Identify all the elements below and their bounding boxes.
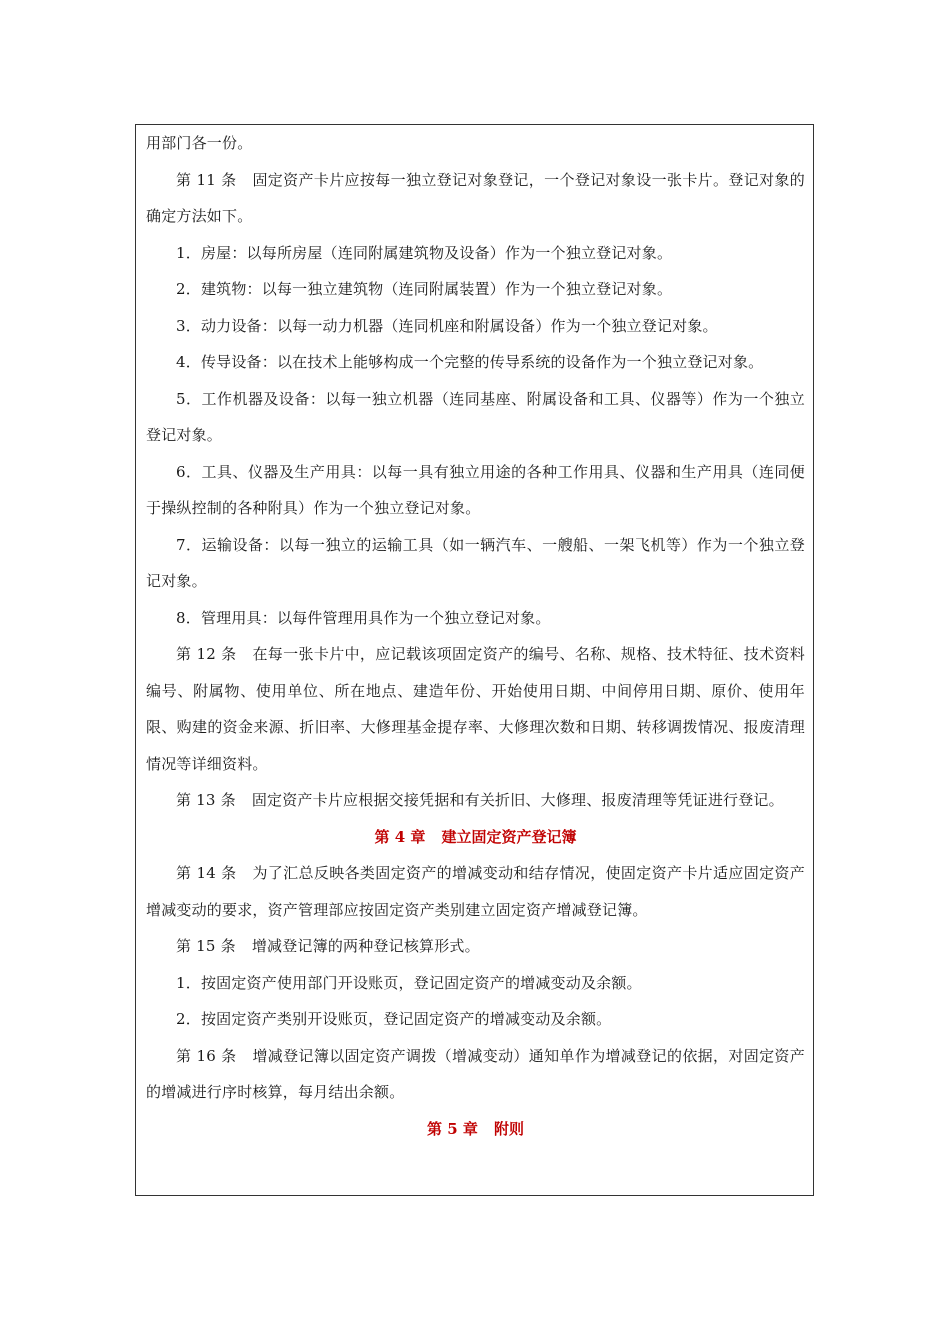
list-item-5: 5．工作机器及设备：以每一独立机器（连同基座、附属设备和工具、仪器等）作为一个独立登记对象。 (146, 389, 805, 444)
article-14 (146, 855, 805, 928)
article-text: 在每一张卡片中，应记载该项固定资产的编号、名称、规格、技术特征、技术资料编号、附属物、使用单位、所在地点、建造年份、开始使用日期、中间停用日期、原价、使用年限、购建的资金来源、折旧率、大修理基金提存率、大修理次数和日期、转移调拨情况、报废清理情况等详细资料。 (146, 645, 805, 773)
list-item-15-2: 2．按固定资产类别开设账页，登记固定资产的增减变动及余额。 (176, 1010, 612, 1028)
article-13 (146, 782, 805, 819)
article-text: 增减登记簿的两种登记核算形式。 (251, 937, 480, 955)
list-item-2: 2．建筑物：以每一独立建筑物（连同附属装置）作为一个独立登记对象。 (176, 280, 673, 298)
list-item-7: 7．运输设备：以每一独立的运输工具（如一辆汽车、一艘船、一架飞机等）作为一个独立登记对象。 (146, 535, 805, 590)
chapter-title: 建立固定资产登记簿 (441, 827, 577, 846)
article-text: 固定资产卡片应按每一独立登记对象登记，一个登记对象设一张卡片。登记对象的确定方法如下。 (146, 170, 805, 225)
article-number: 第 14 条 (176, 864, 237, 882)
chapter-number: 第 4 章 (374, 827, 426, 846)
article-number: 第 15 条 (176, 937, 236, 955)
paragraph-continuation: 用部门各一份。 (146, 134, 253, 152)
list-item-1: 1．房屋：以每所房屋（连同附属建筑物及设备）作为一个独立登记对象。 (176, 243, 673, 262)
article-number: 第 13 条 (176, 791, 236, 809)
article-text: 增减登记簿以固定资产调拨（增减变动）通知单作为增减登记的依据，对固定资产的增减进行序时核算，每月结出余额。 (146, 1046, 805, 1101)
document-table-cell (135, 124, 814, 1196)
article-12 (146, 636, 805, 782)
document-body (146, 125, 805, 1147)
article-number: 第 11 条 (176, 170, 237, 189)
article-number: 第 12 条 (176, 645, 237, 663)
chapter-4-heading (146, 819, 805, 856)
list-item-8: 8．管理用具：以每件管理用具作为一个独立登记对象。 (176, 608, 551, 627)
list-item-3: 3．动力设备：以每一动力机器（连同机座和附属设备）作为一个独立登记对象。 (176, 316, 718, 335)
article-text: 为了汇总反映各类固定资产的增减变动和结存情况，使固定资产卡片适应固定资产增减变动的要求，资产管理部应按固定资产类别建立固定资产增减登记簿。 (146, 864, 805, 919)
article-11 (146, 162, 805, 235)
chapter-5-heading (146, 1111, 805, 1148)
article-16 (146, 1038, 805, 1111)
chapter-number: 第 5 章 (427, 1119, 478, 1138)
list-item-15-1: 1．按固定资产使用部门开设账页，登记固定资产的增减变动及余额。 (176, 973, 642, 992)
list-item-4: 4．传导设备：以在技术上能够构成一个完整的传导系统的设备作为一个独立登记对象。 (176, 353, 764, 371)
article-text: 固定资产卡片应根据交接凭据和有关折旧、大修理、报废清理等凭证进行登记。 (251, 791, 784, 809)
article-15 (146, 928, 805, 965)
chapter-title: 附则 (493, 1119, 524, 1138)
article-number: 第 16 条 (176, 1046, 237, 1065)
list-item-6: 6．工具、仪器及生产用具：以每一具有独立用途的各种工作用具、仪器和生产用具（连同便于操纵控制的各种附具）作为一个独立登记对象。 (146, 462, 805, 517)
